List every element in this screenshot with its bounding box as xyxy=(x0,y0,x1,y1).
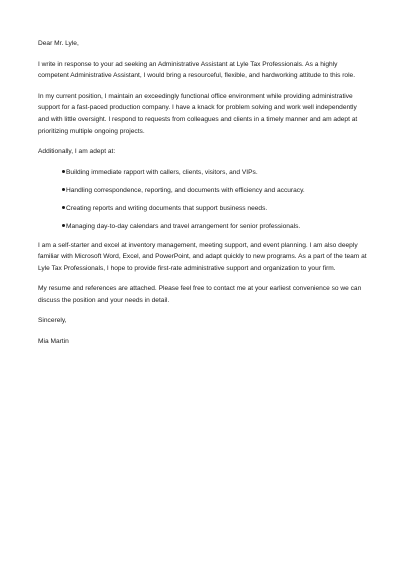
bullet-icon xyxy=(62,188,65,191)
bullet-icon xyxy=(62,206,65,209)
skills-list-item xyxy=(62,221,368,233)
signature-name: Mia Martin xyxy=(38,338,69,346)
skills-list-item-text: Handling correspondence, reporting, and documents with efficiency and accuracy. xyxy=(66,186,305,194)
qualifications-paragraph: I am a self-starter and excel at inventory management, meeting support, and event planning. I am also deeply familiar with Microsoft Word, Excel, and PowerPoint, and adapt quickly to new programs. As a part of the team at Lyle Tax Professionals, I hope to provide first-rate administrative support and organization to your firm. xyxy=(38,241,367,272)
bullet-icon xyxy=(62,224,65,227)
closing-salutation: Sincerely, xyxy=(38,317,67,325)
salutation: Dear Mr. Lyle, xyxy=(38,40,79,47)
skills-list-item-text: Managing day-to-day calendars and travel arrangement for senior professionals. xyxy=(66,223,301,231)
skills-list-item xyxy=(62,185,368,197)
intro-paragraph: I write in response to your ad seeking an Administrative Assistant at Lyle Tax Professionals. As a highly competent Administrative Assistant, I would bring a resourceful, flexible, and hardworking attitude to this role. xyxy=(38,60,356,80)
experience-paragraph: In my current position, I maintain an exceedingly functional office environment while providing administrative support for a fast-paced production company. I have a knack for problem solving and work well independently and with little oversight. I respond to requests from colleagues and clients in a timely manner and am adept at prioritizing multiple ongoing projects. xyxy=(38,92,358,135)
closing-paragraph: My resume and references are attached. Please feel free to contact me at your earliest convenience so we can discuss the position and your needs in detail. xyxy=(38,285,362,304)
skills-intro: Additionally, I am adept at: xyxy=(38,148,116,156)
bullet-icon xyxy=(62,170,65,173)
skills-list xyxy=(38,167,368,233)
skills-list-item-text: Creating reports and writing documents that support business needs. xyxy=(66,205,268,213)
skills-list-item xyxy=(62,167,368,179)
cover-letter-body xyxy=(38,38,368,357)
skills-list-item-text: Building immediate rapport with callers, clients, visitors, and VIPs. xyxy=(66,168,258,176)
skills-list-item xyxy=(62,203,368,215)
